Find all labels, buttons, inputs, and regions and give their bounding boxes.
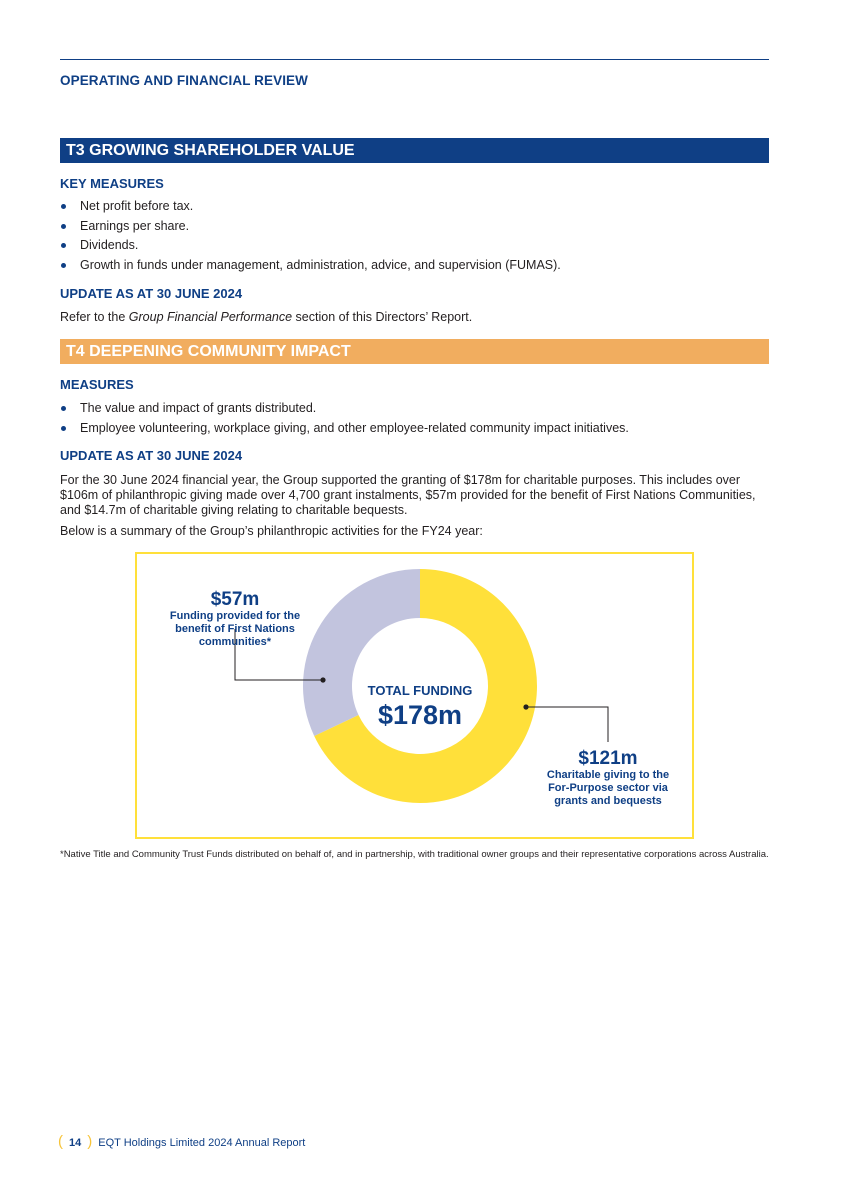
- section-label: OPERATING AND FINANCIAL REVIEW: [60, 73, 309, 88]
- footer-bracket-left: (: [58, 1133, 63, 1150]
- t4-measures-heading: MEASURES: [60, 377, 134, 392]
- callout-dot-first-nations: [320, 677, 325, 682]
- slice-label-first-nations-line1: Funding provided for the: [169, 610, 301, 622]
- t3-update-heading: UPDATE AS AT 30 JUNE 2024: [60, 286, 243, 301]
- slice-value-first-nations: $57m: [210, 589, 260, 610]
- list-item: Net profit before tax.: [60, 197, 561, 217]
- slice-label-first-nations-line3: communities*: [198, 636, 272, 648]
- page-footer: [58, 1133, 305, 1150]
- center-label: TOTAL FUNDING: [367, 683, 473, 698]
- footnote: *Native Title and Community Trust Funds distributed on behalf of, and in partnership, with traditional owner groups and their representative corporations across Australia.: [60, 849, 769, 860]
- t3-update-prefix: Refer to the: [60, 310, 129, 324]
- footer-doc-title: EQT Holdings Limited 2024 Annual Report: [98, 1137, 306, 1149]
- list-item: Employee volunteering, workplace giving, and other employee-related community impact initiatives.: [60, 419, 629, 439]
- t3-measures-list: [60, 197, 561, 275]
- t4-banner: T4 DEEPENING COMMUNITY IMPACT: [60, 339, 769, 364]
- t3-banner: T3 GROWING SHAREHOLDER VALUE: [60, 138, 769, 163]
- t4-update-text: For the 30 June 2024 financial year, the Group supported the granting of $178m for charitable purposes. This includes over $106m of philanthropic giving made over 4,700 grant instalments, $57m provided for the benefit of First Nations Communities, and $14.7m of charitable giving relating to charitable bequests.: [60, 473, 756, 517]
- list-item: Growth in funds under management, administration, advice, and supervision (FUMAS).: [60, 256, 561, 276]
- page-number: 14: [69, 1137, 82, 1149]
- slice-label-charitable-line2: For-Purpose sector via: [548, 782, 668, 794]
- list-item: Dividends.: [60, 236, 561, 256]
- footer-bracket-right: ): [87, 1133, 93, 1150]
- slice-label-charitable-line1: Charitable giving to the: [546, 769, 670, 781]
- t4-summary-intro: Below is a summary of the Group’s philanthropic activities for the FY24 year:: [60, 524, 483, 538]
- t3-update-italic: Group Financial Performance: [128, 310, 293, 324]
- t4-measures-list: [60, 399, 629, 438]
- list-item: Earnings per share.: [60, 217, 561, 237]
- header-rule: [60, 59, 769, 60]
- slice-value-charitable: $121m: [578, 748, 638, 769]
- slice-label-first-nations-line2: benefit of First Nations: [175, 623, 295, 635]
- t3-update-text: [60, 310, 760, 325]
- list-item: The value and impact of grants distributed.: [60, 399, 629, 419]
- t3-update-suffix: section of this Directors’ Report.: [292, 310, 473, 324]
- callout-dot-charitable: [523, 704, 528, 709]
- callout-line-charitable: [526, 707, 608, 742]
- slice-label-charitable-line3: grants and bequests: [554, 795, 662, 807]
- chart-frame: [135, 552, 694, 839]
- center-value: $178m: [377, 700, 463, 730]
- donut-chart: [137, 554, 692, 837]
- t3-measures-heading: KEY MEASURES: [60, 176, 164, 191]
- t4-update-heading: UPDATE AS AT 30 JUNE 2024: [60, 448, 243, 463]
